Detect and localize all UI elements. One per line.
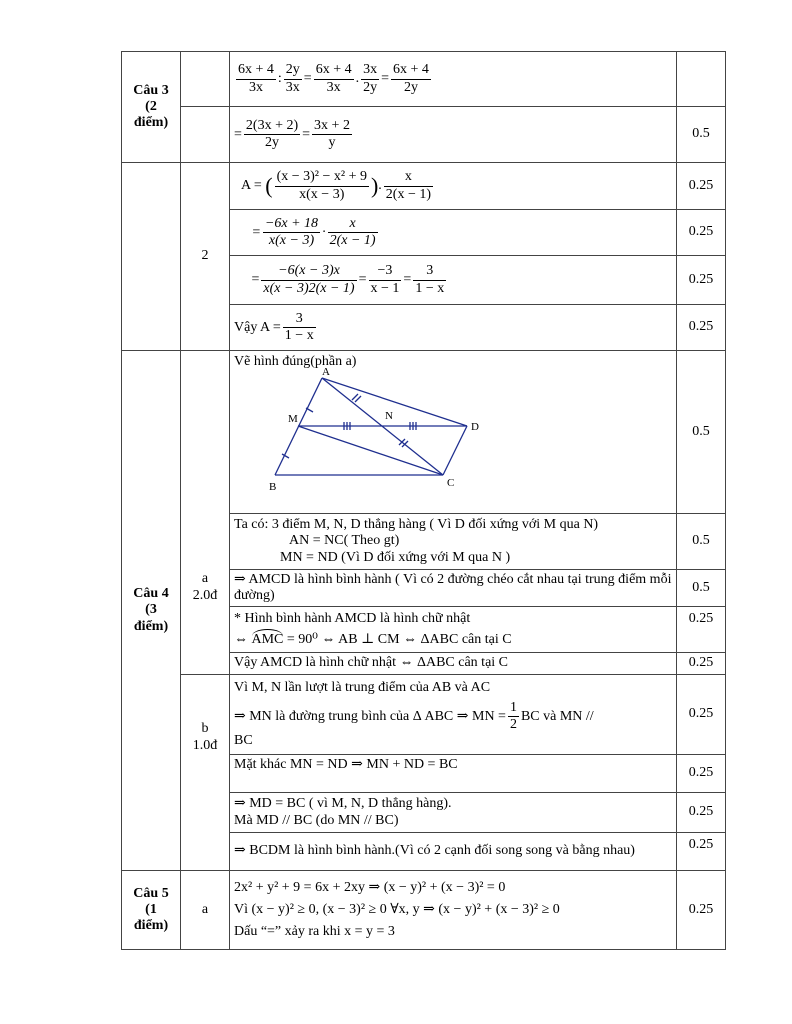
- score: 0.25: [677, 675, 726, 755]
- score: 0.25: [677, 163, 726, 210]
- label-c: C: [447, 477, 455, 490]
- question-3-cell: [122, 52, 181, 163]
- score: 0.25: [677, 653, 726, 675]
- content-cell: Mặt khác MN = ND ⇒ MN + ND = BC: [230, 755, 677, 793]
- label-b: B: [269, 481, 277, 494]
- score: 0.25: [677, 210, 726, 256]
- content-cell: ⇒ AMCD là hình bình hành ( Vì có 2 đường chéo cắt nhau tại trung điểm mỗi đường): [230, 570, 677, 607]
- question-label: Câu 3: [133, 82, 169, 98]
- score: 0.5: [677, 107, 726, 163]
- score-cell: [677, 52, 726, 107]
- part-label: a: [181, 871, 230, 950]
- label-n: N: [385, 410, 393, 423]
- question-label: Câu 5: [133, 885, 169, 901]
- figure-cell: [230, 351, 677, 514]
- content-cell: ⇒ MD = BC ( vì M, N, D thẳng hàng). Mà MD // BC (do MN // BC): [230, 793, 677, 833]
- part-cell: [181, 107, 230, 163]
- content-cell: ⇒ BCDM là hình bình hành.(Vì có 2 cạnh đối song song và bằng nhau): [230, 833, 677, 871]
- content-cell: 2x² + y² + 9 = 6x + 2xy ⇒ (x − y)² + (x − 3)² = 0 Vì (x − y)² ≥ 0, (x − 3)² ≥ 0 ∀x, y ⇒ (x − y)² + (x − 3)² ≥ 0 Dấu “=” xảy ra khi x = y = 3: [230, 871, 677, 950]
- score: 0.25: [677, 256, 726, 305]
- part-label: 2: [181, 163, 230, 351]
- question-3-cont: [122, 163, 181, 351]
- label-d: D: [471, 421, 479, 434]
- part-cell: [181, 52, 230, 107]
- question-points: (3: [145, 602, 157, 618]
- question-points: (2: [145, 98, 157, 114]
- content-cell: = $\frac{-6x + 18}{x(x - 3)}$ · $\frac{x}{2(x - 1)}$: [230, 210, 677, 256]
- question-5-cell: [122, 871, 181, 950]
- question-label: Câu 4: [133, 586, 169, 602]
- content-cell: = $\frac{-6(x - 3)x}{x(x - 3)2(x - 1)}$ = $\frac{-3}{x - 1}$ = $\frac{3}{1 - x}$: [230, 256, 677, 305]
- label-a: A: [322, 366, 330, 379]
- content-cell: * Hình bình hành AMCD là hình chữ nhật ⇔ AMC = 90⁰ ⇔ AB ⊥ CM ⇔ ΔABC cân tại C: [230, 607, 677, 653]
- content-cell: A = ( $\frac{\text{(x − 3)² − x² + 9}}{x(x - 3)}$ ). $\frac{x}{2(x - 1)}$: [230, 163, 677, 210]
- arc-amc: AMC: [251, 632, 284, 647]
- figure-caption: Vẽ hình đúng(phần a): [234, 354, 357, 369]
- score: 0.5: [677, 514, 726, 570]
- score: 0.25: [677, 793, 726, 833]
- question-points-unit: điểm): [133, 115, 169, 131]
- score: 0.25: [677, 833, 726, 871]
- question-4-cell: [122, 351, 181, 871]
- question-points: (1: [145, 901, 157, 917]
- score: 0.25: [677, 305, 726, 351]
- label-m: M: [288, 413, 298, 426]
- score: 0.25: [677, 755, 726, 793]
- question-points-unit: điểm): [133, 618, 169, 634]
- content-cell: Vậy A = $\frac{3}{1 - x}$: [230, 305, 677, 351]
- score: 0.25: [677, 871, 726, 950]
- score: 0.5: [677, 570, 726, 607]
- score: 0.25: [677, 607, 726, 653]
- geometry-figure: [234, 366, 479, 500]
- content-cell: Vì M, N lần lượt là trung điểm của AB và AC ⇒ MN là đường trung bình của Δ ABC ⇒ MN = $\frac{1}{2}$ BC và MN // BC: [230, 675, 677, 755]
- question-points-unit: điểm): [133, 918, 169, 934]
- content-cell: = $\frac{2(3x + 2)}{2y}$ = $\frac{3x + 2}{y}$: [230, 107, 677, 163]
- part-b-cell: b 1.0đ: [181, 675, 230, 871]
- score: 0.5: [677, 351, 726, 514]
- content-cell: $\frac{6x + 4}{3x}$ : $\frac{2y}{3x}$ = $\frac{6x + 4}{3x}$ . $\frac{3x}{2y}$ = $\frac{6x + 4}{2y}$: [230, 52, 677, 107]
- part-a-cell: a 2.0đ: [181, 351, 230, 675]
- answer-table: [121, 51, 726, 950]
- content-cell: Ta có: 3 điểm M, N, D thẳng hàng ( Vì D đối xứng với M qua N) AN = NC( Theo gt) MN = ND (Vì D đối xứng với M qua N ): [230, 514, 677, 570]
- content-cell: Vậy AMCD là hình chữ nhật ⇔ ΔABC cân tại C: [230, 653, 677, 675]
